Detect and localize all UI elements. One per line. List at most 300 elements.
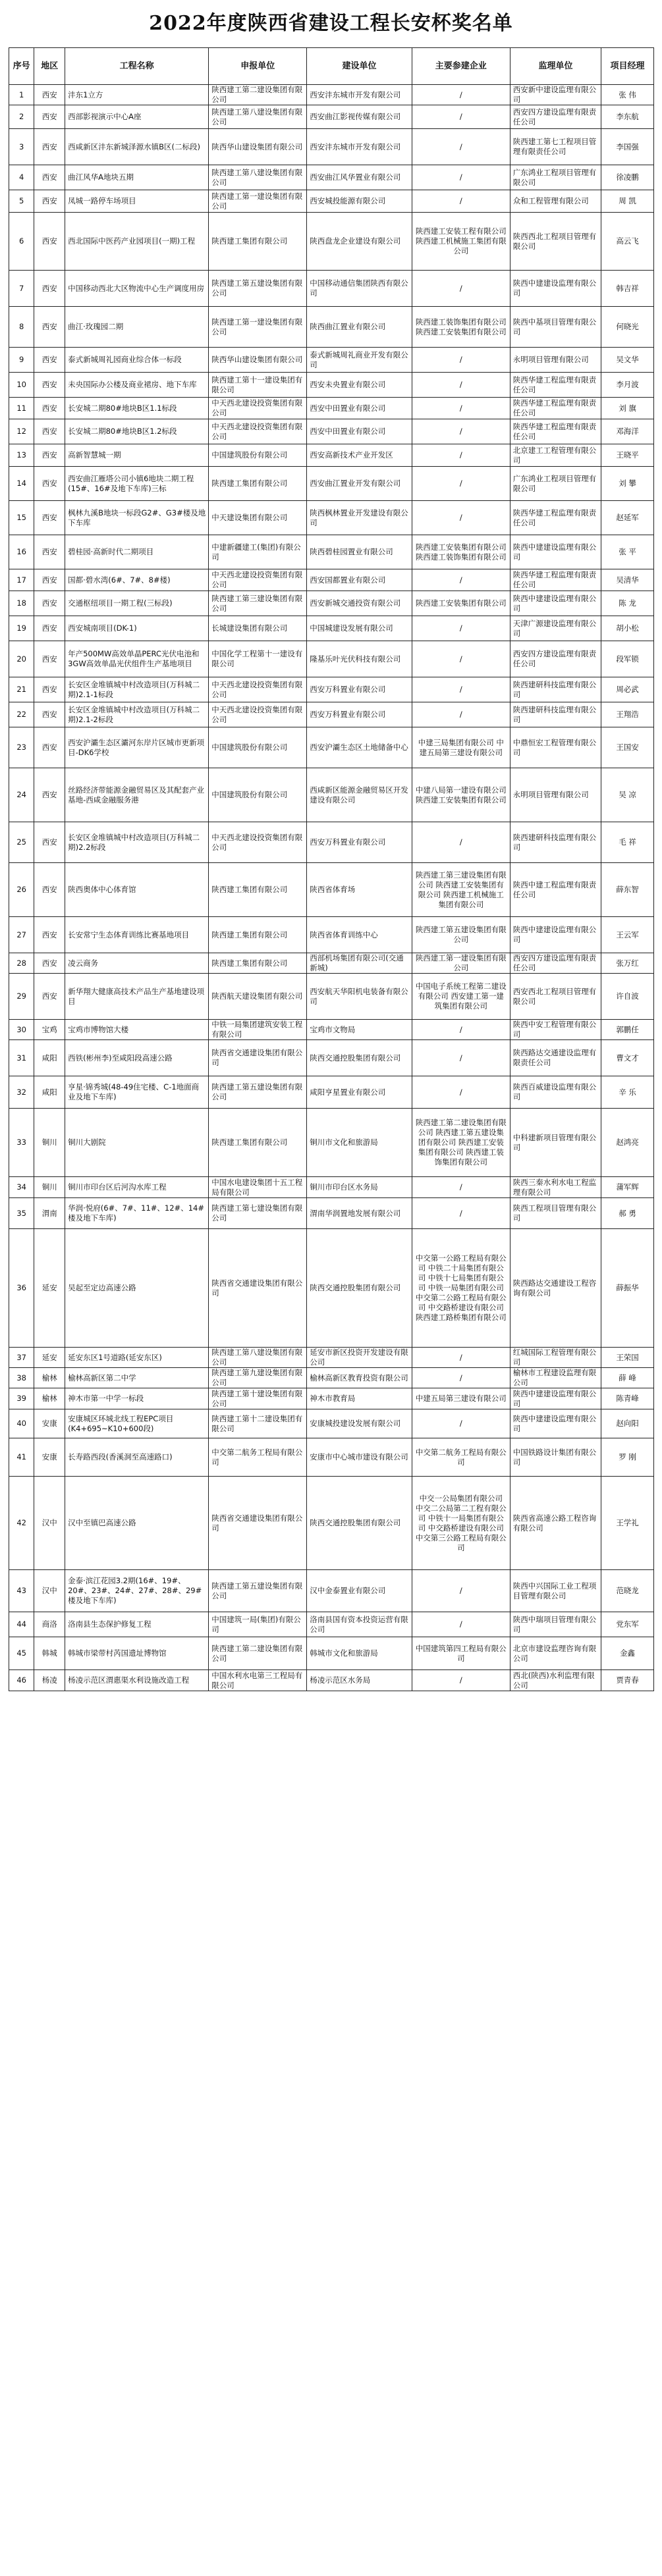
cell-builder: 西安曲江影视传媒有限公司 [307,105,412,129]
cell-partners: / [412,1076,510,1109]
cell-supervisor: 红城国际工程管理有限公司 [510,1348,601,1368]
cell-manager: 辛 乐 [601,1076,654,1109]
cell-partners: 陕西建工第五建设集团有限公司 [412,917,510,953]
table-row [9,702,654,727]
cell-supervisor: 陕西华建工程监理有限责任公司 [510,419,601,444]
cell-applicant: 陕西华山建设集团有限公司 [209,129,307,165]
cell-project: 华润·悦府(6#、7#、11#、12#、14#楼及地下车库) [65,1198,209,1229]
cell-region: 西安 [34,85,65,105]
cell-partners: / [412,373,510,398]
cell-project: 凌云商务 [65,953,209,974]
cell-applicant: 中铁一局集团建筑安装工程有限公司 [209,1020,307,1040]
cell-project: 铜川市印台区后河沟水库工程 [65,1177,209,1198]
cell-builder: 渭南华润置地发展有限公司 [307,1198,412,1229]
cell-project: 西铁(彬州李)至咸阳段高速公路 [65,1040,209,1076]
cell-applicant: 陕西建工第三建设集团有限公司 [209,591,307,616]
cell-supervisor: 陕西中建建设监理有限公司 [510,1409,601,1438]
table-row [9,1388,654,1409]
cell-applicant: 中天西北建设投资集团有限公司 [209,398,307,419]
cell-manager: 吴 凉 [601,768,654,822]
cell-manager: 蒲军辉 [601,1177,654,1198]
cell-project: 曲江·玫瑰园二期 [65,307,209,348]
cell-project: 国都·碧水湾(6#、7#、8#楼) [65,569,209,591]
cell-supervisor: 陕西中兴国际工业工程项目管理有限公司 [510,1570,601,1612]
cell-project: 神木市第一中学一标段 [65,1388,209,1409]
cell-applicant: 陕西建工第十一建设集团有限公司 [209,373,307,398]
cell-supervisor: 北京建工工程管理有限公司 [510,444,601,467]
cell-region: 西安 [34,953,65,974]
cell-region: 西安 [34,822,65,863]
cell-manager: 王国安 [601,727,654,768]
cell-no: 9 [9,348,34,373]
cell-manager: 张 伟 [601,85,654,105]
header-builder: 建设单位 [307,48,412,85]
cell-partners: / [412,398,510,419]
cell-builder: 中国城建设发展有限公司 [307,616,412,641]
cell-no: 1 [9,85,34,105]
cell-manager: 张 平 [601,535,654,569]
cell-region: 西安 [34,444,65,467]
table-row [9,1637,654,1670]
cell-project: 宝鸡市博物馆大楼 [65,1020,209,1040]
cell-partners: / [412,190,510,213]
cell-supervisor: 陕西省高速公路工程咨询有限公司 [510,1477,601,1570]
cell-supervisor: 陕西路达交通建设工程咨询有限公司 [510,1229,601,1348]
cell-no: 5 [9,190,34,213]
cell-supervisor: 陕西华建工程监理有限责任公司 [510,373,601,398]
cell-region: 西安 [34,727,65,768]
table-row [9,1348,654,1368]
cell-supervisor: 西安西北工程项目管理有限公司 [510,974,601,1020]
cell-project: 泰式新城周礼园商业综合体一标段 [65,348,209,373]
table-row [9,398,654,419]
cell-no: 28 [9,953,34,974]
cell-region: 西安 [34,165,65,190]
cell-supervisor: 陕西华建工程监理有限责任公司 [510,398,601,419]
cell-applicant: 中天西北建设投资集团有限公司 [209,419,307,444]
cell-builder: 神木市教育局 [307,1388,412,1409]
cell-builder: 西安国都置业有限公司 [307,569,412,591]
cell-no: 32 [9,1076,34,1109]
cell-manager: 毛 祥 [601,822,654,863]
table-body [9,85,654,1691]
document-title: 2022年度陕西省建设工程长安杯奖名单 [149,12,513,35]
cell-applicant: 陕西建工集团有限公司 [209,213,307,271]
cell-builder: 陕西枫林置业开发建设有限公司 [307,501,412,535]
cell-partners: / [412,1612,510,1637]
cell-partners: / [412,467,510,501]
cell-region: 铜川 [34,1177,65,1198]
cell-region: 商洛 [34,1612,65,1637]
cell-applicant: 中国化学工程第十一建设有限公司 [209,641,307,677]
cell-supervisor: 广东鸿业工程项目管理有限公司 [510,467,601,501]
cell-project: 洛南县生态保护修复工程 [65,1612,209,1637]
cell-region: 延安 [34,1348,65,1368]
cell-supervisor: 陕西路达交通建设监理有限责任公司 [510,1040,601,1076]
cell-builder: 西安曲江风华置业有限公司 [307,165,412,190]
cell-manager: 党东军 [601,1612,654,1637]
cell-no: 13 [9,444,34,467]
cell-supervisor: 陕西华建工程监理有限责任公司 [510,501,601,535]
cell-supervisor: 天津广源建设监理有限公司 [510,616,601,641]
cell-supervisor: 陕西西北工程项目管理有限公司 [510,213,601,271]
cell-manager: 薛 峰 [601,1368,654,1388]
cell-applicant: 陕西建工集团有限公司 [209,917,307,953]
cell-no: 18 [9,591,34,616]
table-row [9,85,654,105]
cell-no: 17 [9,569,34,591]
table-row [9,444,654,467]
cell-builder: 西安航天华阳机电装备有限公司 [307,974,412,1020]
table-row [9,1612,654,1637]
cell-no: 37 [9,1348,34,1368]
table-row [9,1570,654,1612]
cell-project: 西安曲江雁塔公司小镇6地块二期工程(15#、16#及地下车库)三标 [65,467,209,501]
cell-project: 西部影视演示中心A座 [65,105,209,129]
cell-no: 3 [9,129,34,165]
cell-partners: / [412,1198,510,1229]
cell-manager: 李东航 [601,105,654,129]
cell-supervisor: 西北(陕西)水利监理有限公司 [510,1670,601,1691]
table-row [9,1040,654,1076]
cell-partners: / [412,1020,510,1040]
cell-partners: / [412,1570,510,1612]
cell-partners: 陕西建工第三建设集团有限公司 陕西建工安装集团有限公司 陕西建工机械施工集团有限公司 [412,863,510,917]
cell-builder: 洛南县国有资本投资运营有限公司 [307,1612,412,1637]
cell-manager: 王荣国 [601,1348,654,1368]
cell-project: 陕西奥体中心体育馆 [65,863,209,917]
cell-region: 西安 [34,591,65,616]
cell-manager: 胡小松 [601,616,654,641]
cell-partners: / [412,1040,510,1076]
cell-no: 22 [9,702,34,727]
cell-partners: / [412,1670,510,1691]
cell-no: 4 [9,165,34,190]
cell-partners: / [412,501,510,535]
cell-applicant: 中天建设集团有限公司 [209,501,307,535]
cell-region: 汉中 [34,1477,65,1570]
cell-project: 亨星·锦秀城(48-49住宅楼、C-1地面商业及地下车库) [65,1076,209,1109]
cell-builder: 咸阳亨星置业有限公司 [307,1076,412,1109]
cell-project: 年产500MW高效单晶PERC光伏电池和3GW高效单晶光伏组件生产基地项目 [65,641,209,677]
cell-no: 39 [9,1388,34,1409]
cell-builder: 陕西省体育训练中心 [307,917,412,953]
cell-supervisor: 西安新中建设监理有限公司 [510,85,601,105]
cell-applicant: 陕西建工第一建设集团有限公司 [209,190,307,213]
cell-partners: / [412,348,510,373]
cell-no: 44 [9,1612,34,1637]
table-row [9,822,654,863]
cell-project: 长安常宁生态体育训练比赛基地项目 [65,917,209,953]
table-row [9,165,654,190]
cell-partners: / [412,444,510,467]
cell-partners: 中交一公局集团有限公司 中交二公局第二工程有限公司 中铁十一局集团有限公司 中交路桥建设有限公司 中交第三公路工程局有限公司 [412,1477,510,1570]
cell-project: 中国移动西北大区物流中心生产调度用房 [65,271,209,307]
table-row [9,863,654,917]
cell-project: 长安区金堆镇城中村改造项目(万科城二期)2.1-2标段 [65,702,209,727]
cell-manager: 李月波 [601,373,654,398]
cell-supervisor: 中国铁路设计集团有限公司 [510,1438,601,1477]
cell-supervisor: 陕西中建工程监理有限责任公司 [510,863,601,917]
table-row [9,569,654,591]
table-row [9,213,654,271]
cell-project: 长安区金堆镇城中村改造项目(万科城二期)2.2标段 [65,822,209,863]
cell-builder: 杨凌示范区水务局 [307,1670,412,1691]
cell-region: 西安 [34,213,65,271]
award-table [9,47,654,1691]
cell-partners: / [412,1409,510,1438]
cell-no: 46 [9,1670,34,1691]
cell-partners: 中建五局第三建设有限公司 [412,1388,510,1409]
cell-project: 曲江风华A地块五期 [65,165,209,190]
cell-project: 沣东1立方 [65,85,209,105]
cell-region: 西安 [34,702,65,727]
cell-region: 咸阳 [34,1076,65,1109]
cell-applicant: 中国建筑股份有限公司 [209,444,307,467]
cell-builder: 铜川市文化和旅游局 [307,1109,412,1177]
cell-project: 西北国际中医药产业园项目(一期)工程 [65,213,209,271]
cell-project: 枫林九溪B地块一标段G2#、G3#楼及地下车库 [65,501,209,535]
header-project: 工程名称 [65,48,209,85]
cell-supervisor: 陕西建工第七工程项目管理有限责任公司 [510,129,601,165]
cell-region: 西安 [34,974,65,1020]
cell-region: 西安 [34,373,65,398]
cell-region: 西安 [34,768,65,822]
table-row [9,1670,654,1691]
cell-applicant: 陕西建工第五建设集团有限公司 [209,271,307,307]
cell-project: 吴起至定边高速公路 [65,1229,209,1348]
cell-manager: 金鑫 [601,1637,654,1670]
cell-supervisor: 陕西中建建设监理有限公司 [510,271,601,307]
cell-no: 2 [9,105,34,129]
cell-partners: / [412,129,510,165]
cell-no: 23 [9,727,34,768]
cell-no: 26 [9,863,34,917]
cell-builder: 陕西省体育场 [307,863,412,917]
table-row [9,271,654,307]
cell-region: 西安 [34,398,65,419]
table-row [9,190,654,213]
cell-manager: 韩吉祥 [601,271,654,307]
cell-applicant: 陕西建工第十建设集团有限公司 [209,1388,307,1409]
cell-applicant: 中天西北建设投资集团有限公司 [209,677,307,702]
table-row [9,768,654,822]
cell-project: 高新智慧城一期 [65,444,209,467]
table-row [9,348,654,373]
cell-partners: 中交第一公路工程局有限公司 中铁二十局集团有限公司 中铁十七局集团有限公司 中铁一局集团有限公司 中交第二公路工程局有限公司 中交路桥建设有限公司 陕西建工路桥集团有限公司 [412,1229,510,1348]
cell-region: 西安 [34,467,65,501]
cell-no: 25 [9,822,34,863]
cell-region: 宝鸡 [34,1020,65,1040]
cell-manager: 王学礼 [601,1477,654,1570]
cell-builder: 西安新城交通投资有限公司 [307,591,412,616]
cell-builder: 西安沪灞生态区土地储备中心 [307,727,412,768]
cell-partners: 中国建筑第四工程局有限公司 [412,1637,510,1670]
cell-supervisor: 陕西建研科技监理有限公司 [510,677,601,702]
cell-applicant: 陕西建工第二建设集团有限公司 [209,85,307,105]
cell-builder: 铜川市印台区水务局 [307,1177,412,1198]
table-row [9,616,654,641]
cell-no: 14 [9,467,34,501]
cell-no: 35 [9,1198,34,1229]
cell-region: 延安 [34,1229,65,1348]
table-header-row [9,48,654,85]
cell-builder: 汉中金泰置业有限公司 [307,1570,412,1612]
cell-region: 西安 [34,129,65,165]
cell-partners: / [412,419,510,444]
cell-project: 丝路经济带能源金融贸易区及其配套产业基地-西咸金融服务港 [65,768,209,822]
cell-project: 长寿路西段(香溪洞至高速路口) [65,1438,209,1477]
cell-manager: 高云飞 [601,213,654,271]
cell-region: 安康 [34,1438,65,1477]
cell-no: 12 [9,419,34,444]
cell-supervisor: 陕西中建建设监理有限公司 [510,591,601,616]
cell-region: 西安 [34,863,65,917]
cell-no: 11 [9,398,34,419]
cell-manager: 王晓平 [601,444,654,467]
cell-project: 西安沪灞生态区灞河东岸片区城市更新项目-DK6学校 [65,727,209,768]
cell-partners: 陕西建工安装集团有限公司 陕西建工装饰集团有限公司 [412,535,510,569]
table-row [9,129,654,165]
cell-manager: 张万红 [601,953,654,974]
cell-no: 10 [9,373,34,398]
cell-manager: 罗 刚 [601,1438,654,1477]
cell-partners: / [412,1368,510,1388]
cell-partners: / [412,702,510,727]
cell-manager: 郭鹏任 [601,1020,654,1040]
cell-builder: 西咸新区能源金融贸易区开发建设有限公司 [307,768,412,822]
cell-applicant: 陕西建工第九建设集团有限公司 [209,1368,307,1388]
cell-supervisor: 西安四方建设监理有限责任公司 [510,953,601,974]
cell-applicant: 陕西建工第二建设集团有限公司 [209,1637,307,1670]
cell-project: 杨凌示范区渭惠渠水利设施改造工程 [65,1670,209,1691]
cell-builder: 西安曲江置业开发有限公司 [307,467,412,501]
cell-partners: / [412,105,510,129]
cell-manager: 周必武 [601,677,654,702]
cell-applicant: 陕西建工集团有限公司 [209,1109,307,1177]
cell-manager: 徐凌鹏 [601,165,654,190]
cell-builder: 西安沣东城市开发有限公司 [307,85,412,105]
cell-applicant: 陕西航天建设集团有限公司 [209,974,307,1020]
cell-no: 21 [9,677,34,702]
cell-supervisor: 西安四方建设监理有限责任公司 [510,105,601,129]
cell-project: 安康城区环城北线工程EPC项目(K4+695~K10+600段) [65,1409,209,1438]
table-row [9,1229,654,1348]
table-row [9,467,654,501]
cell-builder: 隆基乐叶光伏科技有限公司 [307,641,412,677]
table-row [9,974,654,1020]
cell-supervisor: 陕西中建建设监理有限公司 [510,1388,601,1409]
cell-partners: / [412,677,510,702]
cell-applicant: 陕西建工第七建设集团有限公司 [209,1198,307,1229]
table-row [9,501,654,535]
table-row [9,373,654,398]
cell-region: 西安 [34,917,65,953]
cell-region: 西安 [34,569,65,591]
cell-partners: / [412,85,510,105]
cell-no: 15 [9,501,34,535]
cell-manager: 曹文才 [601,1040,654,1076]
table-row [9,727,654,768]
cell-region: 西安 [34,535,65,569]
cell-applicant: 陕西省交通建设集团有限公司 [209,1040,307,1076]
cell-manager: 陈青峰 [601,1388,654,1409]
cell-project: 榆林高新区第二中学 [65,1368,209,1388]
cell-partners: 中建八局第一建设有限公司 陕西建工安装集团有限公司 [412,768,510,822]
cell-builder: 陕西碧桂园置业有限公司 [307,535,412,569]
cell-builder: 西部机场集团有限公司(交通新城) [307,953,412,974]
header-partners: 主要参建企业 [412,48,510,85]
cell-project: 西安城南项目(DK-1) [65,616,209,641]
cell-builder: 陕西交通控股集团有限公司 [307,1040,412,1076]
cell-partners: / [412,165,510,190]
cell-supervisor: 陕西中安工程管理有限公司 [510,1020,601,1040]
cell-builder: 韩城市文化和旅游局 [307,1637,412,1670]
cell-project: 交通枢纽项目一期工程(三标段) [65,591,209,616]
cell-no: 30 [9,1020,34,1040]
cell-partners: 陕西建工第一建设集团有限公司 [412,953,510,974]
cell-applicant: 陕西建工集团有限公司 [209,863,307,917]
cell-region: 西安 [34,677,65,702]
cell-project: 金泰·滨江花园3.2期(16#、19#、20#、23#、24#、27#、28#、29#楼及地下车库) [65,1570,209,1612]
cell-partners: / [412,641,510,677]
cell-partners: 陕西建工安装工程有限公司 陕西建工机械施工集团有限公司 [412,213,510,271]
cell-supervisor: 广东鸿业工程项目管理有限公司 [510,165,601,190]
cell-applicant: 陕西建工第五建设集团有限公司 [209,1076,307,1109]
cell-partners: / [412,1177,510,1198]
cell-manager: 何晓光 [601,307,654,348]
cell-manager: 赵延军 [601,501,654,535]
cell-no: 43 [9,1570,34,1612]
table-row [9,307,654,348]
cell-applicant: 长城建设集团有限公司 [209,616,307,641]
cell-region: 杨凌 [34,1670,65,1691]
cell-applicant: 陕西建工集团有限公司 [209,953,307,974]
cell-project: 汉中至镇巴高速公路 [65,1477,209,1570]
cell-supervisor: 陕西中瑞项目管理有限公司 [510,1612,601,1637]
cell-region: 西安 [34,616,65,641]
header-supervisor: 监理单位 [510,48,601,85]
cell-applicant: 中建新疆建工(集团)有限公司 [209,535,307,569]
cell-manager: 赵鸿亮 [601,1109,654,1177]
header-applicant: 申报单位 [209,48,307,85]
cell-supervisor: 陕西中建建设监理有限公司 [510,917,601,953]
cell-no: 38 [9,1368,34,1388]
table-row [9,1109,654,1177]
header-region: 地区 [34,48,65,85]
cell-project: 西咸新区沣东新城泽源水镇B区(二标段) [65,129,209,165]
cell-applicant: 陕西建工第八建设集团有限公司 [209,105,307,129]
cell-builder: 西安万科置业有限公司 [307,822,412,863]
table-row [9,641,654,677]
cell-region: 西安 [34,271,65,307]
header-manager: 项目经理 [601,48,654,85]
cell-applicant: 中国建筑一局(集团)有限公司 [209,1612,307,1637]
cell-builder: 延安市新区投资开发建设有限公司 [307,1348,412,1368]
cell-region: 安康 [34,1409,65,1438]
cell-manager: 邓海洋 [601,419,654,444]
cell-project: 凤城一路停车场项目 [65,190,209,213]
cell-region: 西安 [34,348,65,373]
cell-no: 31 [9,1040,34,1076]
cell-manager: 贾青春 [601,1670,654,1691]
cell-applicant: 陕西省交通建设集团有限公司 [209,1477,307,1570]
cell-supervisor: 中鼎恒宏工程管理有限公司 [510,727,601,768]
cell-no: 8 [9,307,34,348]
table-row [9,1177,654,1198]
cell-no: 16 [9,535,34,569]
cell-manager: 吴清华 [601,569,654,591]
